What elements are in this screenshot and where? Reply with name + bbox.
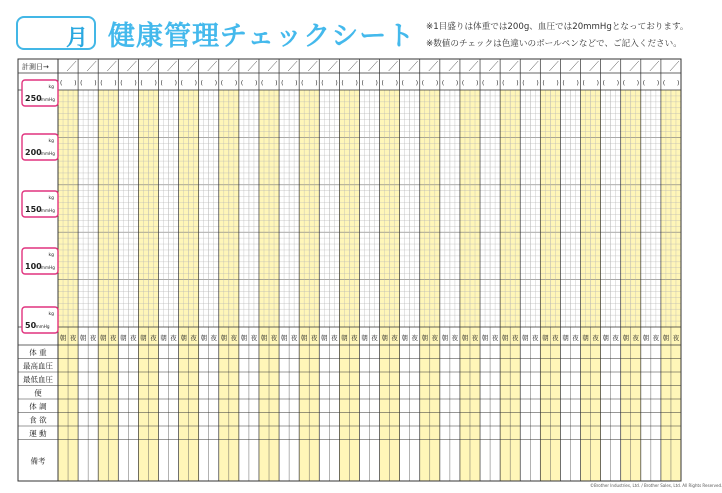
night-label: 夜: [672, 334, 680, 342]
date-close-bracket: ): [335, 80, 338, 87]
scale-unit-kg: kg: [48, 139, 54, 144]
morning-label: 朝: [401, 334, 408, 342]
morning-label: 朝: [441, 334, 449, 342]
date-slash: [529, 61, 538, 71]
date-close-bracket: ): [516, 80, 519, 87]
date-open-bracket: (: [60, 80, 63, 87]
night-label: 夜: [150, 334, 157, 342]
scale-value: 100: [25, 262, 42, 271]
date-slash: [409, 61, 418, 71]
date-close-bracket: ): [476, 80, 479, 87]
night-label: 夜: [612, 334, 619, 342]
night-label: 夜: [69, 334, 77, 342]
date-close-bracket: ): [74, 80, 77, 87]
date-slash: [549, 61, 558, 71]
morning-label: 朝: [200, 334, 207, 342]
date-open-bracket: (: [401, 80, 404, 87]
date-close-bracket: ): [677, 80, 680, 87]
night-label: 夜: [130, 334, 137, 342]
date-open-bracket: (: [180, 80, 183, 87]
morning-label: 朝: [542, 334, 549, 342]
date-slash: [268, 61, 277, 71]
date-close-bracket: ): [174, 80, 177, 87]
night-label: 夜: [592, 334, 599, 342]
morning-label: 朝: [461, 334, 469, 342]
date-slash: [188, 61, 197, 71]
night-label: 夜: [431, 334, 439, 342]
date-slash: [389, 61, 398, 71]
scale-unit-mmhg: mmHg: [40, 97, 55, 102]
date-slash: [509, 61, 518, 71]
date-open-bracket: (: [220, 80, 224, 87]
date-close-bracket: ): [214, 80, 218, 87]
row-label: 最高血圧: [23, 361, 53, 371]
morning-label: 朝: [240, 334, 248, 342]
date-close-bracket: ): [154, 80, 157, 87]
row-label: 備考: [30, 456, 46, 466]
night-label: 夜: [310, 334, 318, 342]
date-close-bracket: ): [455, 80, 459, 87]
date-close-bracket: ): [415, 80, 419, 87]
night-label: 夜: [190, 334, 197, 342]
row-label: 最低血圧: [23, 374, 53, 384]
date-open-bracket: (: [321, 80, 324, 87]
scale-value: 250: [25, 94, 42, 103]
night-label: 夜: [270, 334, 278, 342]
row-label: 便: [34, 388, 42, 398]
date-slash: [569, 61, 578, 71]
date-open-bracket: (: [441, 80, 445, 87]
date-slash: [429, 61, 438, 71]
date-close-bracket: ): [616, 80, 620, 87]
morning-label: 朝: [300, 334, 308, 342]
date-close-bracket: ): [315, 80, 318, 87]
date-close-bracket: ): [536, 80, 539, 87]
date-slash: [127, 61, 136, 71]
note-pen: ※数値のチェックは色違いのボールペンなどで、ご記入ください。: [426, 39, 682, 49]
date-close-bracket: ): [355, 80, 358, 87]
morning-label: 朝: [260, 334, 268, 342]
night-label: 夜: [632, 334, 640, 342]
date-close-bracket: ): [94, 80, 97, 87]
morning-label: 朝: [481, 334, 489, 342]
scale-unit-kg: kg: [48, 85, 54, 90]
date-slash: [288, 61, 297, 71]
morning-label: 朝: [99, 334, 107, 342]
date-open-bracket: (: [100, 80, 103, 87]
date-slash: [348, 61, 357, 71]
morning-label: 朝: [280, 334, 288, 342]
row-label: 体 調: [29, 401, 47, 411]
date-open-bracket: (: [502, 80, 505, 87]
date-slash: [368, 61, 377, 71]
morning-label: 朝: [160, 334, 167, 342]
night-label: 夜: [110, 334, 117, 342]
morning-label: 朝: [662, 334, 670, 342]
date-open-bracket: (: [662, 80, 666, 87]
date-open-bracket: (: [461, 80, 465, 87]
date-slash: [147, 61, 156, 71]
date-close-bracket: ): [134, 80, 137, 87]
date-open-bracket: (: [260, 80, 264, 87]
date-open-bracket: (: [341, 80, 344, 87]
date-close-bracket: ): [656, 80, 660, 87]
date-open-bracket: (: [381, 80, 384, 87]
date-close-bracket: ): [375, 80, 378, 87]
scale-value: 50: [25, 321, 37, 330]
month-label: 月: [65, 26, 88, 51]
night-label: 夜: [170, 334, 177, 342]
date-slash: [107, 61, 116, 71]
morning-label: 朝: [562, 334, 569, 342]
night-label: 夜: [411, 334, 418, 342]
night-label: 夜: [451, 334, 459, 342]
date-close-bracket: ): [395, 80, 398, 87]
night-label: 夜: [572, 334, 579, 342]
date-slash: [328, 61, 337, 71]
night-label: 夜: [471, 334, 479, 342]
date-open-bracket: (: [421, 80, 425, 87]
morning-label: 朝: [180, 334, 187, 342]
date-close-bracket: ): [234, 80, 238, 87]
date-close-bracket: ): [114, 80, 117, 87]
morning-label: 朝: [622, 334, 629, 342]
date-close-bracket: ): [576, 80, 579, 87]
morning-label: 朝: [602, 334, 609, 342]
scale-value: 200: [25, 148, 42, 157]
date-slash: [590, 61, 599, 71]
night-label: 夜: [351, 334, 358, 342]
night-label: 夜: [391, 334, 398, 342]
date-open-bracket: (: [200, 80, 204, 87]
date-open-bracket: (: [542, 80, 545, 87]
date-open-bracket: (: [240, 80, 244, 87]
morning-label: 朝: [522, 334, 529, 342]
night-label: 夜: [331, 334, 338, 342]
date-close-bracket: ): [556, 80, 559, 87]
date-slash: [670, 61, 679, 71]
scale-value: 150: [25, 205, 42, 214]
date-close-bracket: ): [275, 80, 278, 87]
scale-unit-kg: kg: [48, 196, 54, 201]
night-label: 夜: [652, 334, 660, 342]
scale-unit-kg: kg: [48, 253, 54, 258]
night-label: 夜: [511, 334, 519, 342]
scale-unit-mmhg: mmHg: [40, 208, 55, 213]
date-open-bracket: (: [80, 80, 83, 87]
date-open-bracket: (: [642, 80, 646, 87]
night-label: 夜: [230, 334, 238, 342]
night-label: 夜: [552, 334, 559, 342]
date-slash: [650, 61, 659, 71]
date-slash: [630, 61, 639, 71]
date-open-bracket: (: [622, 80, 626, 87]
date-slash: [67, 61, 76, 71]
date-open-bracket: (: [361, 80, 364, 87]
date-open-bracket: (: [120, 80, 123, 87]
day-header-label: 計測日→: [22, 63, 49, 71]
night-label: 夜: [532, 334, 539, 342]
morning-label: 朝: [361, 334, 368, 342]
morning-label: 朝: [220, 334, 228, 342]
morning-label: 朝: [120, 334, 127, 342]
row-label: 食 欲: [29, 415, 47, 425]
morning-label: 朝: [321, 334, 328, 342]
row-label: 運 動: [29, 428, 47, 438]
date-slash: [208, 61, 217, 71]
date-close-bracket: ): [496, 80, 499, 87]
date-slash: [248, 61, 257, 71]
date-close-bracket: ): [254, 80, 258, 87]
morning-label: 朝: [381, 334, 388, 342]
morning-label: 朝: [582, 334, 589, 342]
date-slash: [168, 61, 177, 71]
note-scale: ※1目盛りは体重では200g、血圧では20mmHgとなっております。: [426, 22, 689, 32]
morning-label: 朝: [79, 334, 87, 342]
morning-label: 朝: [642, 334, 650, 342]
date-slash: [489, 61, 498, 71]
morning-label: 朝: [140, 334, 147, 342]
date-close-bracket: ): [636, 80, 640, 87]
morning-label: 朝: [341, 334, 348, 342]
night-label: 夜: [491, 334, 499, 342]
date-slash: [228, 61, 237, 71]
date-close-bracket: ): [295, 80, 298, 87]
date-close-bracket: ): [596, 80, 599, 87]
date-open-bracket: (: [482, 80, 485, 87]
date-slash: [610, 61, 619, 71]
date-open-bracket: (: [602, 80, 605, 87]
night-label: 夜: [210, 334, 217, 342]
date-open-bracket: (: [140, 80, 143, 87]
night-label: 夜: [89, 334, 97, 342]
night-label: 夜: [371, 334, 378, 342]
date-close-bracket: ): [194, 80, 198, 87]
date-close-bracket: ): [435, 80, 439, 87]
date-open-bracket: (: [522, 80, 525, 87]
date-open-bracket: (: [160, 80, 163, 87]
sheet-title: 健康管理チェックシート: [108, 21, 416, 52]
morning-label: 朝: [59, 334, 67, 342]
date-slash: [308, 61, 317, 71]
copyright-text: ©Brother Industries, Ltd. / Brother Sales, Ltd. All Rights Reserved.: [590, 483, 722, 488]
scale-unit-mmhg: mmHg: [35, 324, 50, 329]
date-slash: [469, 61, 478, 71]
date-open-bracket: (: [562, 80, 565, 87]
scale-unit-kg: kg: [48, 312, 54, 317]
date-open-bracket: (: [281, 80, 284, 87]
date-open-bracket: (: [301, 80, 304, 87]
row-label: 体 重: [29, 347, 47, 357]
night-label: 夜: [250, 334, 258, 342]
date-slash: [449, 61, 458, 71]
morning-label: 朝: [421, 334, 429, 342]
date-open-bracket: (: [582, 80, 585, 87]
scale-unit-mmhg: mmHg: [40, 151, 55, 156]
night-label: 夜: [290, 334, 298, 342]
date-slash: [87, 61, 96, 71]
morning-label: 朝: [501, 334, 509, 342]
scale-unit-mmhg: mmHg: [40, 265, 55, 270]
